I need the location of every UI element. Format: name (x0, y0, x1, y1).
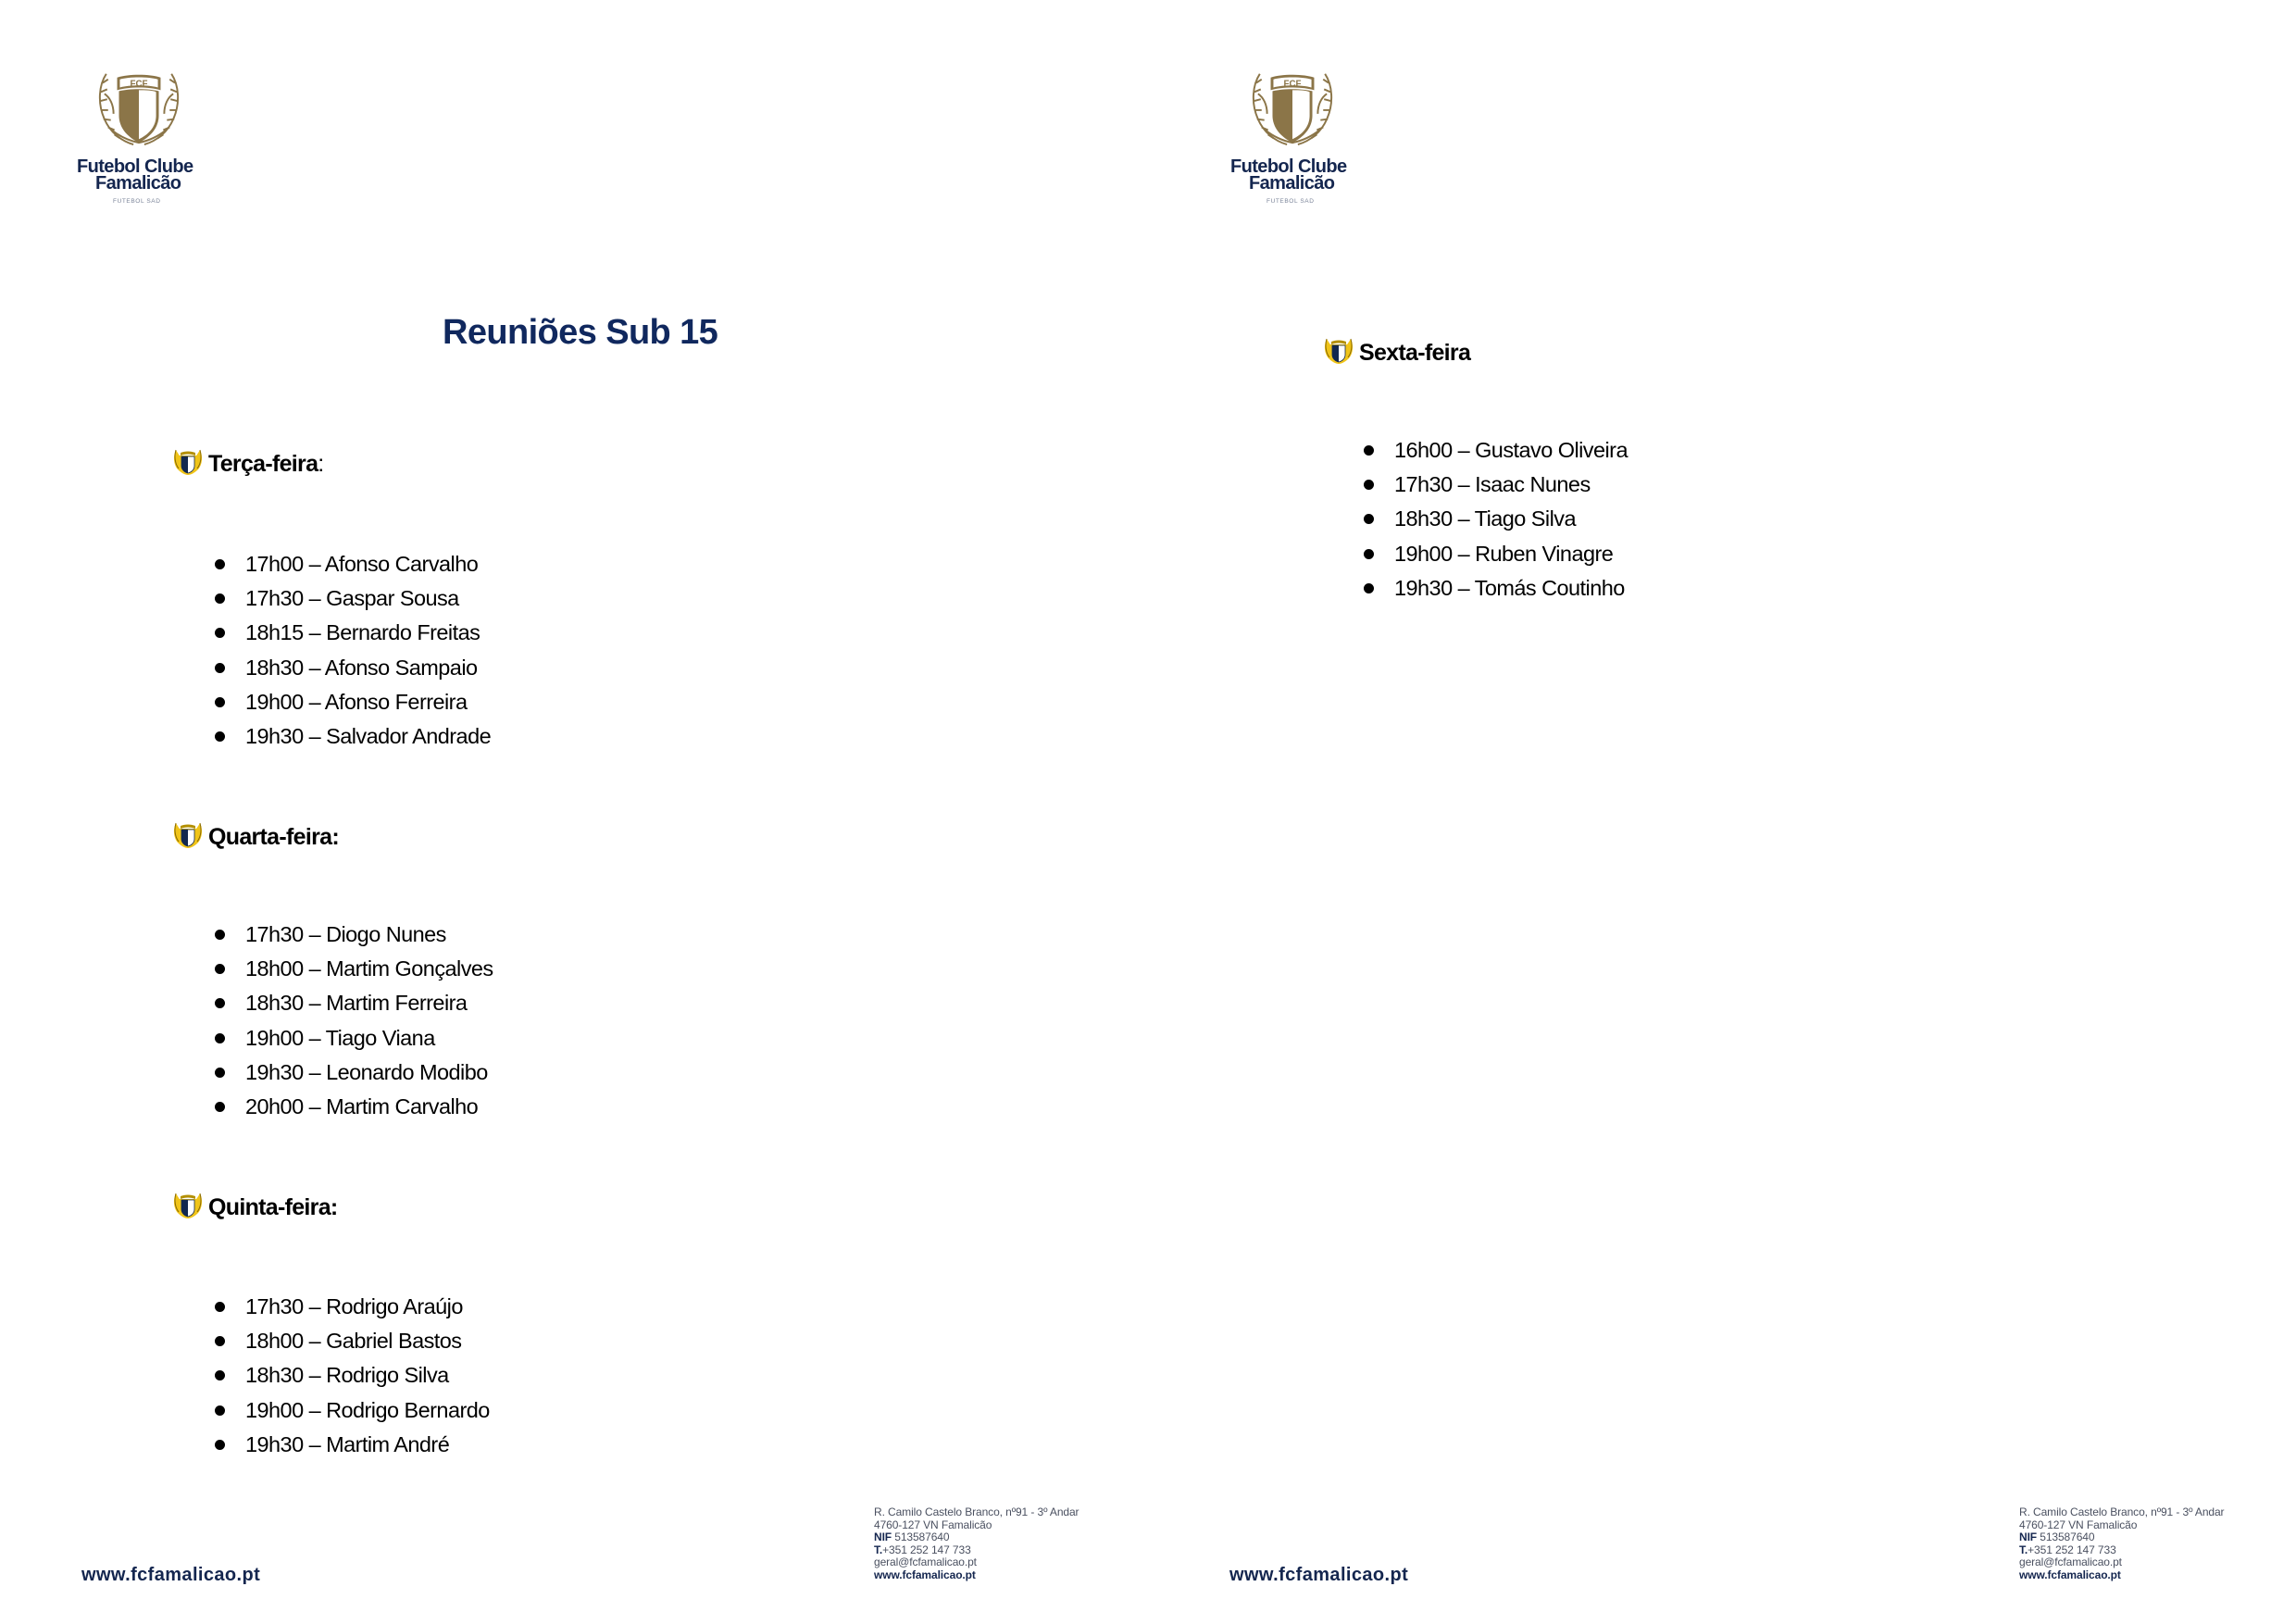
bullet-icon (215, 964, 225, 974)
club-logo (77, 65, 216, 213)
nif-label: NIF (874, 1530, 892, 1544)
bullet-icon (215, 1440, 225, 1450)
bullet-icon (215, 1068, 225, 1078)
bullet-icon (215, 1370, 225, 1380)
meeting-entry: 19h30 – Tomás Coutinho (1394, 575, 1625, 600)
meeting-entry: 17h30 – Diogo Nunes (245, 922, 446, 946)
club-logo (1230, 65, 1369, 213)
meeting-entry: 19h30 – Leonardo Modibo (245, 1059, 488, 1084)
phone-label: T. (2019, 1543, 2028, 1556)
address-phone (2019, 1544, 2224, 1557)
address-city: 4760-127 VN Famalicão (874, 1518, 992, 1531)
crest-shield-icon (1324, 336, 1354, 365)
meeting-entry: 19h30 – Salvador Andrade (245, 723, 492, 748)
crest-shield-icon (173, 1191, 203, 1219)
nif-value: 513587640 (2040, 1530, 2095, 1544)
phone-label: T. (874, 1543, 883, 1556)
day-heading-quinta (173, 1188, 338, 1219)
meeting-entry: 19h30 – Martim André (245, 1431, 450, 1456)
logo-subtitle: FUTEBOL SAD (1267, 198, 1315, 205)
crest-shield-icon (173, 820, 203, 849)
day-label-colon: : (331, 824, 340, 850)
address-email[interactable]: geral@fcfamalicao.pt (874, 1555, 977, 1569)
day-label: Terça-feira (208, 451, 318, 477)
phone-value: +351 252 147 733 (2028, 1543, 2116, 1556)
day-heading-quarta (173, 818, 340, 849)
address-website[interactable]: www.fcfamalicao.pt (874, 1568, 976, 1581)
footer-website[interactable]: www.fcfamalicao.pt (81, 1565, 261, 1585)
bullet-icon (215, 1302, 225, 1312)
nif-label: NIF (2019, 1530, 2038, 1544)
address-phone (874, 1544, 1079, 1557)
bullet-icon (1364, 514, 1374, 524)
meeting-entry: 16h00 – Gustavo Oliveira (1394, 438, 1628, 462)
meeting-entry: 18h00 – Gabriel Bastos (245, 1329, 462, 1354)
meeting-entry: 19h00 – Rodrigo Bernardo (245, 1397, 490, 1422)
meeting-entry: 17h30 – Gaspar Sousa (245, 586, 459, 611)
bullet-icon (215, 998, 225, 1008)
bullet-icon (215, 1033, 225, 1043)
meeting-entry: 20h00 – Martim Carvalho (245, 1093, 479, 1118)
footer-address-block (874, 1506, 1079, 1582)
logo-name-line1: Futebol Clube (77, 156, 193, 177)
phone-value: +351 252 147 733 (882, 1543, 971, 1556)
day-label-colon: : (318, 451, 325, 477)
footer-website[interactable]: www.fcfamalicao.pt (1229, 1565, 1409, 1585)
address-city: 4760-127 VN Famalicão (2019, 1518, 2138, 1531)
bullet-icon (215, 731, 225, 742)
address-email[interactable]: geral@fcfamalicao.pt (2019, 1555, 2122, 1569)
address-nif (874, 1531, 1079, 1544)
bullet-icon (1364, 549, 1374, 559)
logo-name-line1: Futebol Clube (1230, 156, 1347, 177)
bullet-icon (1364, 480, 1374, 490)
address-website[interactable]: www.fcfamalicao.pt (2019, 1568, 2121, 1581)
meeting-entry: 19h00 – Ruben Vinagre (1394, 541, 1614, 566)
bullet-icon (215, 1102, 225, 1112)
page-title: Reuniões Sub 15 (443, 313, 718, 352)
bullet-icon (1364, 445, 1374, 456)
logo-name-line2: Famalicão (1249, 173, 1335, 194)
bullet-icon (1364, 583, 1374, 593)
address-street: R. Camilo Castelo Branco, nº91 - 3º Andar (874, 1505, 1079, 1518)
meeting-entry: 17h30 – Rodrigo Araújo (245, 1294, 463, 1318)
bullet-icon (215, 697, 225, 707)
day-label-colon: : (330, 1194, 339, 1220)
day-label: Quarta-feira (208, 824, 332, 850)
bullet-icon (215, 593, 225, 604)
footer-address-block (2019, 1506, 2224, 1582)
logo-name-line2: Famalicão (95, 173, 181, 194)
meeting-entry: 18h15 – Bernardo Freitas (245, 620, 480, 645)
meeting-entry: 19h00 – Tiago Viana (245, 1025, 435, 1050)
meeting-entry: 17h00 – Afonso Carvalho (245, 552, 479, 576)
meeting-entry: 18h30 – Rodrigo Silva (245, 1363, 449, 1388)
meeting-entry: 18h30 – Tiago Silva (1394, 506, 1576, 531)
meeting-entry: 17h30 – Isaac Nunes (1394, 472, 1591, 497)
day-heading-sexta (1324, 333, 1470, 365)
day-label: Quinta-feira (208, 1194, 331, 1220)
address-street: R. Camilo Castelo Branco, nº91 - 3º Andar (2019, 1505, 2225, 1518)
meeting-entry: 18h00 – Martim Gonçalves (245, 956, 493, 981)
meeting-entry: 18h30 – Afonso Sampaio (245, 655, 478, 680)
day-label: Sexta-feira (1359, 340, 1471, 366)
page-right (1148, 0, 2296, 1624)
bullet-icon (215, 1336, 225, 1346)
bullet-icon (215, 628, 225, 638)
address-nif (2019, 1531, 2224, 1544)
nif-value: 513587640 (894, 1530, 950, 1544)
day-heading-terca (173, 444, 324, 476)
bullet-icon (215, 663, 225, 673)
club-crest-icon (94, 67, 184, 148)
meeting-entry: 18h30 – Martim Ferreira (245, 991, 468, 1016)
logo-subtitle: FUTEBOL SAD (113, 198, 161, 205)
club-crest-icon (1247, 67, 1338, 148)
bullet-icon (215, 930, 225, 940)
bullet-icon (215, 559, 225, 569)
crest-shield-icon (173, 447, 203, 476)
meeting-entry: 19h00 – Afonso Ferreira (245, 689, 468, 714)
bullet-icon (215, 1405, 225, 1416)
